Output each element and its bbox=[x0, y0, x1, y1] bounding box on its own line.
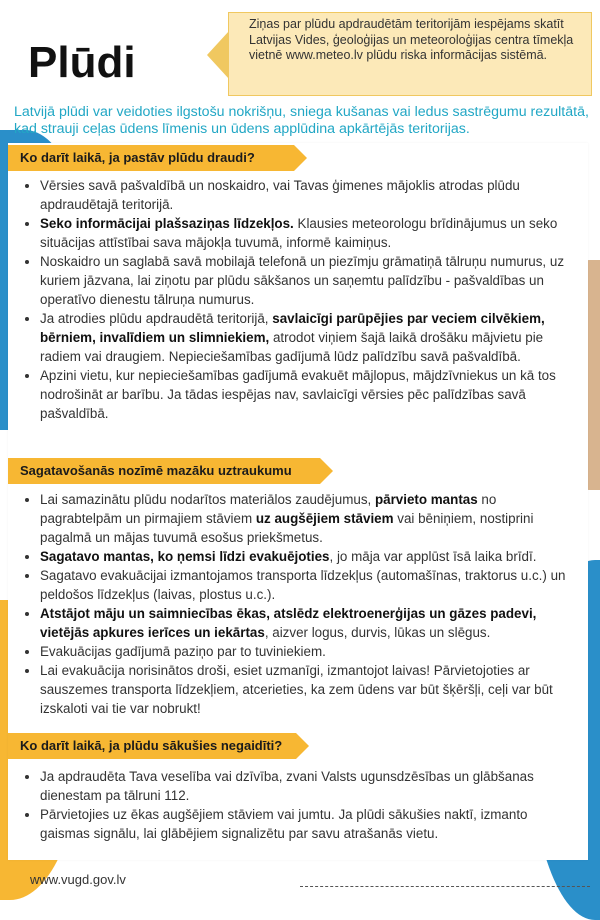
footer-dashed-divider bbox=[300, 886, 590, 887]
list-item bbox=[40, 566, 580, 604]
list-item bbox=[40, 214, 580, 252]
text: Sagatavo evakuācijai izmantojamos transporta līdzekļus (automašīnas, traktorus u.c.) un peldošos līdzekļus (laivas, plostus u.c.). bbox=[40, 568, 566, 602]
text: Apzini vietu, kur nepieciešamības gadījumā evakuēt mājlopus, mājdzīvniekus un kā tos nodrošināt ar barību. Ja tādas iespējas nav, savlaicīgi vērsies pēc palīdzības savā pašvaldībā. bbox=[40, 368, 556, 421]
text: Evakuācijas gadījumā paziņo par to tuviniekiem. bbox=[40, 644, 326, 659]
text: Pārvietojies uz ēkas augšējiem stāviem vai jumtu. Ja plūdi sākušies naktī, izmanto gaismas signālu, lai glābējiem signalizētu par savu atrašanās vietu. bbox=[40, 807, 528, 841]
bullet-list-flood-threat bbox=[22, 176, 580, 423]
text: Ja atrodies plūdu apdraudētā teritorijā, bbox=[40, 311, 273, 326]
list-item bbox=[40, 767, 580, 805]
list-item bbox=[40, 661, 580, 718]
bullet-list-sudden-flood bbox=[22, 767, 580, 843]
list-item bbox=[40, 547, 580, 566]
list-item bbox=[40, 805, 580, 843]
list-item bbox=[40, 309, 580, 366]
text: atrodot viņiem šajā laikā drošāku mājvietu pie radiem vai draugiem. Nepieciešamības gadījumā lūdz palīdzību savā pašvaldībā. bbox=[40, 330, 544, 364]
info-callout bbox=[228, 12, 592, 96]
footer-website-link[interactable]: www.vugd.gov.lv bbox=[30, 872, 126, 887]
text: no pagrabtelpām un pirmajiem stāviem bbox=[40, 492, 497, 526]
logo-title: Plūdi bbox=[28, 38, 136, 87]
list-item bbox=[40, 366, 580, 423]
list-item bbox=[40, 252, 580, 309]
bold-text: Seko informācijai plašsaziņas līdzekļos. bbox=[40, 216, 294, 231]
bold-text: savlaicīgi parūpējies par veciem cilvēkiem, bērniem, invalīdiem un slimniekiem, bbox=[40, 311, 545, 345]
list-item bbox=[40, 176, 580, 214]
text: Vērsies savā pašvaldībā un noskaidro, vai Tavas ģimenes mājoklis atrodas plūdu apdraudētajā teritorijā. bbox=[40, 178, 520, 212]
text: , aizver logus, durvis, lūkas un slēgus. bbox=[264, 625, 491, 640]
bullet-list-preparation bbox=[22, 490, 580, 718]
text: Noskaidro un saglabā savā mobilajā telefonā un piezīmju grāmatiņā tālruņu numurus, uz kuriem jāzvana, lai ziņotu par plūdu sākšanos un saņemtu palīdzību - pašvaldības un operatīvo dienestu tālruņa numurus. bbox=[40, 254, 565, 307]
text: vai bēniņiem, nostiprini pagalmā un mājas tuvumā esošus priekšmetus. bbox=[40, 511, 534, 545]
info-callout-text: Ziņas par plūdu apdraudētām teritorijām iespējams skatīt Latvijas Vides, ģeoloģijas un meteoroloģijas centra tīmekļa vietnē www.meteo.lv plūdu riska informācijas sistēmā. bbox=[249, 17, 574, 62]
list-item bbox=[40, 490, 580, 547]
text: Lai evakuācija norisinātos droši, esiet uzmanīgi, izmantojot laivas! Pārvietojoties ar sauszemes transporta līdzekļiem, atcerieties, ka zem ūdens var būt šķēršļi, ceļi var būt izskaloti vai tie var nobrukt! bbox=[40, 663, 553, 716]
section-header-sudden-flood: Ko darīt laikā, ja plūdu sākušies negaidīti? bbox=[8, 733, 296, 759]
text: Lai samazinātu plūdu nodarītos materiālos zaudējumus, bbox=[40, 492, 375, 507]
section-header-flood-threat: Ko darīt laikā, ja pastāv plūdu draudi? bbox=[8, 145, 294, 171]
list-item bbox=[40, 642, 580, 661]
text: Klausies meteorologu brīdinājumus un seko situācijas attīstībai sava mājokļa tuvumā, informē kaimiņus. bbox=[40, 216, 558, 250]
section-header-preparation: Sagatavošanās nozīmē mazāku uztraukumu bbox=[8, 458, 320, 484]
bold-text: Atstājot māju un saimniecības ēkas, atslēdz elektroenerģijas un gāzes padevi, vietējās apkures ierīces un iekārtas bbox=[40, 606, 537, 640]
text: Ja apdraudēta Tava veselība vai dzīvība, zvani Valsts ugunsdzēsības un glābšanas dienestam pa tālruni 112. bbox=[40, 769, 534, 803]
list-item bbox=[40, 604, 580, 642]
bold-text: pārvieto mantas bbox=[374, 492, 478, 507]
intro-text: Latvijā plūdi var veidoties ilgstošu nokrišņu, sniega kušanas vai ledus sastrēgumu rezultātā, kad strauji ceļas ūdens līmenis un ūdens applūdina apkārtējās teritorijas. bbox=[14, 104, 589, 137]
bold-text: Sagatavo mantas, ko ņemsi līdzi evakuējoties bbox=[40, 549, 330, 564]
text: , jo māja var applūst īsā laika brīdī. bbox=[329, 549, 537, 564]
bold-text: uz augšējiem stāviem bbox=[255, 511, 394, 526]
